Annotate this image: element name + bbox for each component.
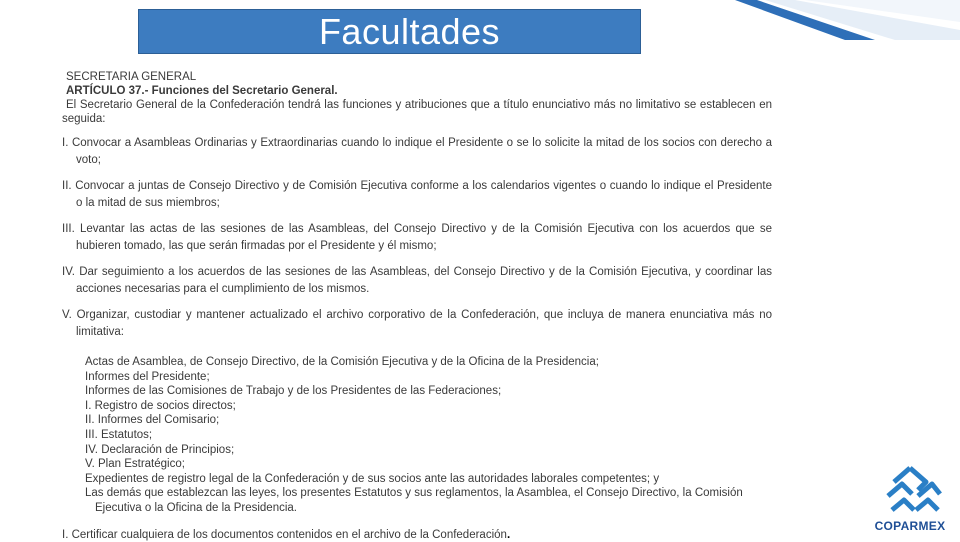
page-title: Facultades bbox=[318, 10, 501, 52]
document-body bbox=[62, 70, 772, 542]
sublist-item: V. Plan Estratégico; bbox=[85, 458, 185, 471]
sublist-item: III. Estatutos; bbox=[85, 428, 153, 441]
sublist-item: I. Registro de socios directos; bbox=[85, 399, 236, 412]
list-item: V. Organizar, custodiar y mantener actualizado el archivo corporativo de la Confederación, que incluya de manera enunciativa más no limitativa: bbox=[62, 309, 772, 338]
sublist-item: II. Informes del Comisario; bbox=[85, 414, 220, 427]
sublist-item: Expedientes de registro legal de la Confederación y de sus socios ante las autoridades laborales competentes; y bbox=[85, 472, 660, 485]
title-banner bbox=[138, 9, 641, 54]
sublist-item: Informes del Presidente; bbox=[85, 370, 210, 383]
sublist-item: Informes de las Comisiones de Trabajo y de los Presidentes de las Federaciones; bbox=[85, 385, 502, 398]
final-item bbox=[62, 528, 772, 542]
coparmex-logo bbox=[868, 462, 952, 534]
sublist-item: Actas de Asamblea, de Consejo Directivo, de la Comisión Ejecutiva y de la Oficina de la Presidencia; bbox=[85, 356, 599, 368]
list-item: IV. Dar seguimiento a los acuerdos de las sesiones de las Asambleas, del Consejo Directivo y de la Comisión Ejecutiva, y coordinar las acciones necesarias para el cumplimiento de los mismos. bbox=[62, 266, 772, 295]
corner-decoration bbox=[735, 0, 960, 40]
coparmex-logo-icon bbox=[868, 462, 952, 518]
sublist-item: Las demás que establezcan las leyes, los presentes Estatutos y sus reglamentos, la Asamblea, el Consejo Directivo, la Comisión Ejecutiva o la Oficina de la Presidencia. bbox=[85, 487, 743, 514]
list-item: II. Convocar a juntas de Consejo Directivo y de Comisión Ejecutiva conforme a los calendarios vigentes o cuando lo indique el Presidente o la mitad de sus miembros; bbox=[62, 180, 772, 209]
sublist-item: IV. Declaración de Principios; bbox=[85, 443, 235, 456]
logo-wordmark: COPARMEX bbox=[874, 519, 946, 533]
archive-sublist bbox=[62, 355, 772, 516]
list-item: III. Levantar las actas de las sesiones de las Asambleas, del Consejo Directivo y de la Comisión Ejecutiva con los acuerdos que se hubieren tomado, las que serán firmadas por el Presidente y él mismo; bbox=[62, 223, 772, 252]
final-item-dot: . bbox=[506, 528, 511, 541]
section-heading: SECRETARIA GENERAL bbox=[66, 71, 197, 83]
list-item: I. Convocar a Asambleas Ordinarias y Extraordinarias cuando lo indique el Presidente o se lo solicite la mitad de los socios con derecho a voto; bbox=[62, 137, 772, 166]
intro-paragraph: El Secretario General de la Confederación tendrá las funciones y atribuciones que a título enunciativo más no limitativo se establecen en seguida: bbox=[62, 99, 772, 125]
article-heading: ARTÍCULO 37.- Funciones del Secretario General. bbox=[66, 85, 338, 97]
final-item-text: I. Certificar cualquiera de los documentos contenidos en el archivo de la Confederación bbox=[62, 528, 507, 541]
